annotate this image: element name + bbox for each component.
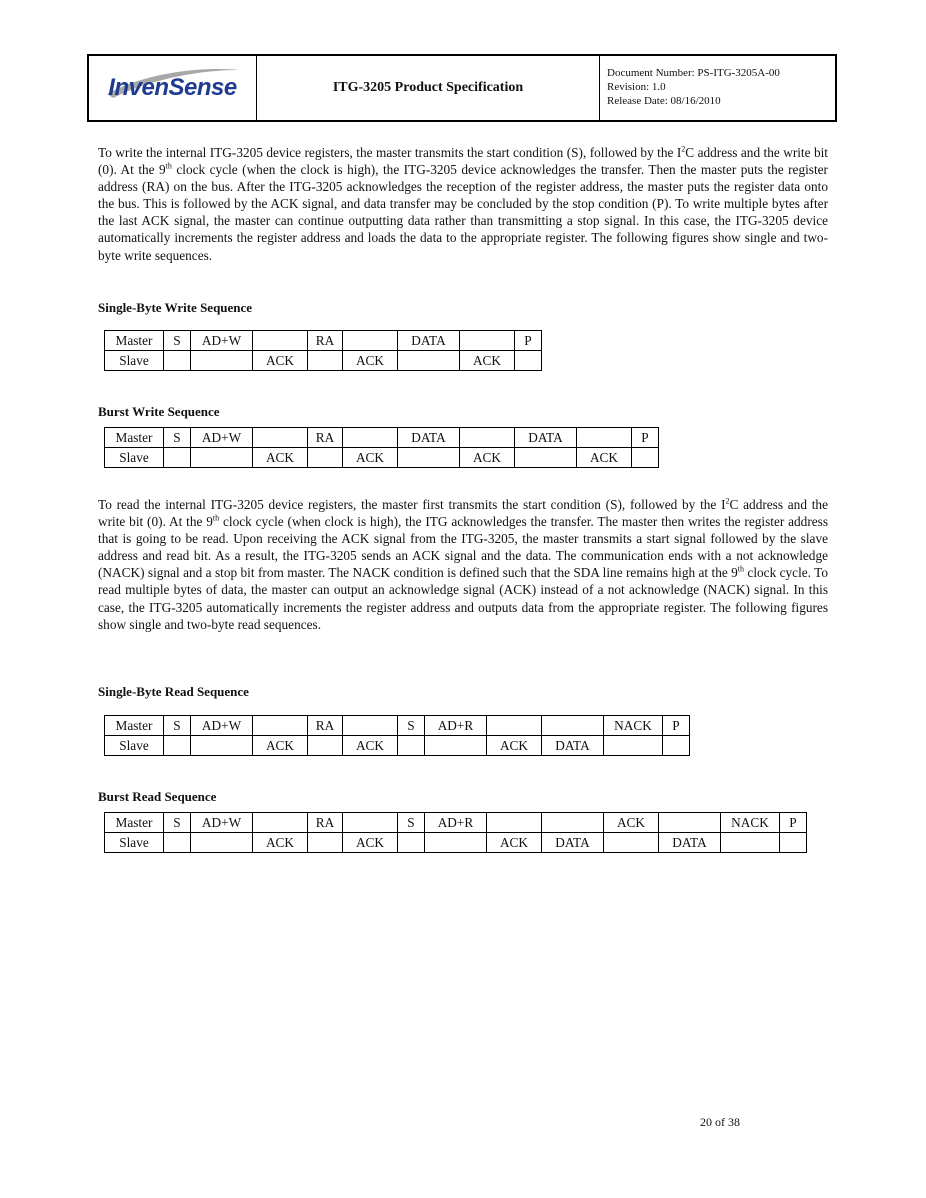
read-description xyxy=(98,496,828,633)
page-number: 20 of 38 xyxy=(700,1115,740,1129)
slave-cell xyxy=(398,351,460,371)
slave-cell xyxy=(308,448,343,468)
para2-text-1: To read the internal ITG-3205 device registers, the master first transmits the start condition (S), followed by the I xyxy=(98,497,726,512)
master-cell xyxy=(487,813,542,833)
slave-cell xyxy=(604,736,663,756)
master-cell: Master xyxy=(105,716,164,736)
slave-cell: Slave xyxy=(105,351,164,371)
master-cell xyxy=(343,813,398,833)
master-cell: DATA xyxy=(398,331,460,351)
slave-cell xyxy=(191,448,253,468)
revision: Revision: 1.0 xyxy=(607,81,666,93)
master-cell xyxy=(542,716,604,736)
slave-cell: DATA xyxy=(542,833,604,853)
master-cell: DATA xyxy=(398,428,460,448)
master-row xyxy=(105,813,807,833)
write-description xyxy=(98,144,828,264)
document-title: ITG-3205 Product Specification xyxy=(257,56,600,120)
master-cell: NACK xyxy=(604,716,663,736)
document-number: Document Number: PS-ITG-3205A-00 xyxy=(607,67,780,79)
para1-sup-2: th xyxy=(165,161,172,171)
slave-cell: ACK xyxy=(343,351,398,371)
master-cell: ACK xyxy=(604,813,659,833)
para2-text-4: clock cycle. To read multiple bytes of data, the master can output an acknowledge signal (ACK) instead of a not acknowledge (NACK) signal. In this case, the ITG-3205 automatically increments the register address and outputs data from the appropriate register. The following figures show single and two-byte read sequences. xyxy=(98,565,828,632)
slave-cell: ACK xyxy=(487,833,542,853)
slave-cell xyxy=(604,833,659,853)
slave-cell: ACK xyxy=(253,351,308,371)
master-row xyxy=(105,331,542,351)
master-cell: P xyxy=(663,716,690,736)
slave-cell: ACK xyxy=(460,351,515,371)
master-cell xyxy=(253,331,308,351)
company-logo: InvenSense xyxy=(108,74,237,101)
master-cell xyxy=(460,331,515,351)
para1-sup-1: 2 xyxy=(681,144,686,154)
single-read-table xyxy=(104,715,690,756)
master-cell: S xyxy=(398,716,425,736)
slave-cell: ACK xyxy=(460,448,515,468)
slave-row xyxy=(105,833,807,853)
master-cell: RA xyxy=(308,716,343,736)
master-cell: AD+R xyxy=(425,813,487,833)
master-cell: P xyxy=(780,813,807,833)
slave-cell: ACK xyxy=(343,833,398,853)
slave-row xyxy=(105,351,542,371)
document-meta xyxy=(600,56,835,120)
master-cell xyxy=(343,716,398,736)
slave-cell xyxy=(398,736,425,756)
master-cell: S xyxy=(164,716,191,736)
logo-cell xyxy=(89,56,257,120)
master-cell: S xyxy=(164,428,191,448)
slave-cell xyxy=(164,448,191,468)
slave-cell xyxy=(164,833,191,853)
para2-sup-1: 2 xyxy=(725,496,730,506)
slave-cell: ACK xyxy=(253,448,308,468)
slave-cell xyxy=(164,736,191,756)
master-cell: AD+W xyxy=(191,428,253,448)
master-cell: Master xyxy=(105,813,164,833)
master-cell: RA xyxy=(308,331,343,351)
master-cell: Master xyxy=(105,428,164,448)
slave-cell: Slave xyxy=(105,833,164,853)
master-cell: P xyxy=(632,428,659,448)
slave-cell xyxy=(164,351,191,371)
burst-read-heading: Burst Read Sequence xyxy=(98,789,217,804)
slave-cell: Slave xyxy=(105,736,164,756)
master-cell xyxy=(253,716,308,736)
slave-cell xyxy=(425,736,487,756)
slave-cell: ACK xyxy=(577,448,632,468)
burst-read-table xyxy=(104,812,807,853)
slave-cell xyxy=(515,351,542,371)
slave-cell: DATA xyxy=(659,833,721,853)
master-cell: AD+W xyxy=(191,716,253,736)
slave-cell xyxy=(398,833,425,853)
release-date: Release Date: 08/16/2010 xyxy=(607,95,721,107)
slave-cell xyxy=(191,351,253,371)
master-cell: AD+W xyxy=(191,331,253,351)
slave-cell: ACK xyxy=(253,736,308,756)
slave-cell xyxy=(308,833,343,853)
burst-write-heading: Burst Write Sequence xyxy=(98,404,220,419)
slave-cell: Slave xyxy=(105,448,164,468)
master-cell: RA xyxy=(308,428,343,448)
master-cell: S xyxy=(398,813,425,833)
master-cell xyxy=(253,428,308,448)
slave-cell xyxy=(721,833,780,853)
para1-text-2: C address and the write bit (0). At the 9 xyxy=(98,145,829,178)
slave-cell xyxy=(308,351,343,371)
single-read-heading: Single-Byte Read Sequence xyxy=(98,684,249,699)
slave-cell xyxy=(515,448,577,468)
master-cell: Master xyxy=(105,331,164,351)
master-cell xyxy=(542,813,604,833)
master-cell: AD+W xyxy=(191,813,253,833)
master-cell xyxy=(460,428,515,448)
master-cell: S xyxy=(164,331,191,351)
master-cell xyxy=(343,331,398,351)
slave-cell xyxy=(308,736,343,756)
master-cell: NACK xyxy=(721,813,780,833)
slave-cell: DATA xyxy=(542,736,604,756)
master-cell xyxy=(253,813,308,833)
slave-cell xyxy=(191,833,253,853)
slave-cell: ACK xyxy=(343,736,398,756)
slave-cell: ACK xyxy=(253,833,308,853)
master-cell xyxy=(577,428,632,448)
master-cell: S xyxy=(164,813,191,833)
slave-cell xyxy=(663,736,690,756)
single-write-heading: Single-Byte Write Sequence xyxy=(98,300,253,315)
master-cell xyxy=(487,716,542,736)
master-row xyxy=(105,428,659,448)
para1-text-1: To write the internal ITG-3205 device registers, the master transmits the start condition (S), followed by the I xyxy=(98,145,682,160)
slave-cell xyxy=(425,833,487,853)
slave-cell xyxy=(780,833,807,853)
para2-sup-3: th xyxy=(737,564,745,574)
master-cell: P xyxy=(515,331,542,351)
para2-sup-2: th xyxy=(212,513,220,523)
master-cell xyxy=(659,813,721,833)
slave-cell xyxy=(191,736,253,756)
slave-cell xyxy=(398,448,460,468)
para2-text-3: clock cycle (when clock is high), the ITG acknowledges the transfer. The master then writes the register address that is going to be read. Upon receiving the ACK signal from the ITG-3205, the master transmits a start signal followed by the slave address and read bit. As a result, the ITG-3205 sends an ACK signal and the data. The communication ends with a not acknowledge (NACK) signal and a stop bit from master. The NACK condition is defined such that the SDA line remains high at the 9 xyxy=(98,514,828,581)
master-cell: RA xyxy=(308,813,343,833)
burst-write-table xyxy=(104,427,659,468)
single-write-table xyxy=(104,330,542,371)
slave-row xyxy=(105,448,659,468)
para2-text-2: C address and the write bit (0). At the 9 xyxy=(98,497,828,530)
master-row xyxy=(105,716,690,736)
master-cell: AD+R xyxy=(425,716,487,736)
slave-cell xyxy=(632,448,659,468)
para1-text-3: clock cycle (when the clock is high), the ITG-3205 device acknowledges the transfer. Then the master puts the register address (RA) on the bus. After the ITG-3205 acknowledges the reception of the register address, the master puts the register data onto the bus. This is followed by the ACK signal, and data transfer may be concluded by the stop condition (P). To write multiple bytes after the last ACK signal, the master can continue outputting data rather than transmitting a stop signal. In this case, the ITG-3205 device automatically increments the register address and loads the data to the appropriate register. The following figures show single and two-byte write sequences. xyxy=(98,162,828,263)
slave-cell: ACK xyxy=(343,448,398,468)
master-cell xyxy=(343,428,398,448)
slave-cell: ACK xyxy=(487,736,542,756)
slave-row xyxy=(105,736,690,756)
master-cell: DATA xyxy=(515,428,577,448)
document-header xyxy=(87,54,837,122)
